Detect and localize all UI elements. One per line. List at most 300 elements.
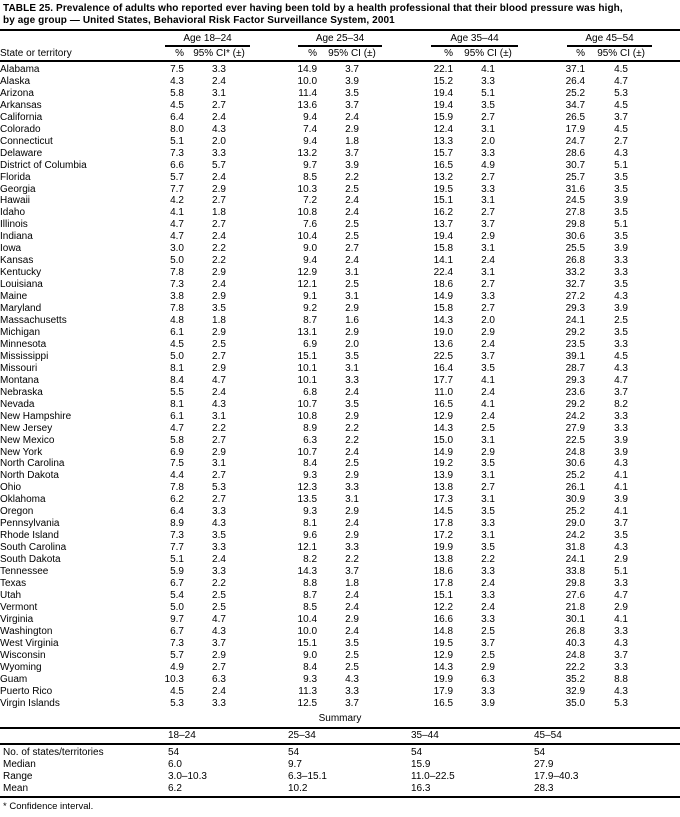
summary-label-cell: Range <box>3 770 33 782</box>
ci-cell: 3.9 <box>345 75 359 87</box>
summary-row <box>0 744 680 759</box>
ci-cell: 3.1 <box>481 470 495 482</box>
table-row <box>0 327 680 339</box>
pct-cell: 14.3 <box>297 566 318 578</box>
ci-cell: 2.5 <box>345 183 359 195</box>
ci-cell: 4.3 <box>345 673 359 685</box>
state-cell: Maryland <box>0 303 42 315</box>
ci-cell: 4.5 <box>614 350 628 362</box>
ci-cell: 2.7 <box>212 434 226 446</box>
pct-cell: 15.2 <box>433 75 454 87</box>
pct-cell: 14.9 <box>433 446 454 458</box>
ci-cell: 2.4 <box>212 279 226 291</box>
ci-cell: 3.5 <box>481 506 495 518</box>
state-cell: Virginia <box>0 613 34 625</box>
empty-cell <box>657 494 680 506</box>
pct-cell: 27.8 <box>565 207 586 219</box>
ci-cell: 2.9 <box>212 291 226 303</box>
ci-cell: 8.8 <box>614 673 628 685</box>
pct-cell: 19.9 <box>433 673 454 685</box>
ci-cell: 3.3 <box>481 518 495 530</box>
pct-cell: 7.3 <box>170 147 184 159</box>
pct-cell: 9.6 <box>303 530 318 542</box>
empty-cell <box>657 411 680 423</box>
ci-cell: 2.2 <box>212 422 226 434</box>
empty-cell <box>657 458 680 470</box>
pct-header-1: % <box>160 47 184 62</box>
ci-cell: 3.9 <box>614 446 628 458</box>
pct-cell: 10.1 <box>297 362 318 374</box>
pct-cell: 26.5 <box>565 111 586 123</box>
ci-cell: 3.5 <box>481 458 495 470</box>
state-cell: Georgia <box>0 183 36 195</box>
summary-value-cell: 27.9 <box>534 759 554 771</box>
ci-cell: 2.9 <box>345 303 359 315</box>
empty-cell <box>657 566 680 578</box>
ci-cell: 5.3 <box>212 482 226 494</box>
pct-cell: 12.9 <box>433 410 454 422</box>
pct-cell: 9.1 <box>303 291 318 303</box>
ci-cell: 4.1 <box>614 470 628 482</box>
pct-cell: 29.0 <box>565 518 586 530</box>
pct-cell: 7.3 <box>170 637 184 649</box>
pct-cell: 6.2 <box>170 494 184 506</box>
ci-cell: 4.3 <box>614 637 628 649</box>
empty-cell <box>657 255 680 267</box>
ci-cell: 4.9 <box>481 159 495 171</box>
ci-cell: 3.5 <box>345 398 359 410</box>
pct-cell: 8.1 <box>170 362 184 374</box>
pct-cell: 6.9 <box>170 446 184 458</box>
ci-cell: 2.5 <box>345 458 359 470</box>
pct-cell: 4.7 <box>170 231 184 243</box>
ci-cell: 2.5 <box>212 338 226 350</box>
ci-cell: 4.7 <box>212 374 226 386</box>
ci-cell: 4.3 <box>614 147 628 159</box>
ci-cell: 2.5 <box>614 315 628 327</box>
pct-cell: 24.8 <box>565 446 586 458</box>
ci-cell: 2.9 <box>212 649 226 661</box>
ci-cell: 2.4 <box>481 386 495 398</box>
empty-cell <box>657 291 680 303</box>
table-row <box>0 686 680 698</box>
pct-cell: 7.3 <box>170 279 184 291</box>
empty-cell <box>657 47 680 62</box>
empty-cell <box>657 470 680 482</box>
pct-cell: 14.9 <box>297 64 318 75</box>
empty-cell <box>657 172 680 184</box>
pct-cell: 6.1 <box>170 326 184 338</box>
age-group-header-18-24: Age 18–24 <box>160 30 254 47</box>
pct-cell: 3.0 <box>170 243 184 255</box>
pct-cell: 32.7 <box>565 279 586 291</box>
ci-cell: 2.2 <box>345 422 359 434</box>
ci-cell: 1.8 <box>345 577 359 589</box>
ci-cell: 2.4 <box>345 207 359 219</box>
table-row <box>0 602 680 614</box>
ci-cell: 4.7 <box>614 374 628 386</box>
state-cell: Oklahoma <box>0 494 46 506</box>
ci-cell: 3.3 <box>614 338 628 350</box>
pct-cell: 27.6 <box>565 589 586 601</box>
pct-cell: 4.2 <box>170 195 184 207</box>
ci-cell: 2.9 <box>481 661 495 673</box>
table-row <box>0 255 680 267</box>
pct-cell: 24.2 <box>565 410 586 422</box>
pct-cell: 15.9 <box>433 111 454 123</box>
empty-cell <box>657 124 680 136</box>
table-row <box>0 387 680 399</box>
table-row <box>0 148 680 160</box>
summary-value-cell: 11.0–22.5 <box>411 770 455 782</box>
ci-cell: 3.3 <box>481 589 495 601</box>
ci-cell: 2.4 <box>212 75 226 87</box>
ci-cell: 2.9 <box>614 554 628 566</box>
pct-cell: 6.7 <box>170 577 184 589</box>
state-cell: Maine <box>0 291 28 303</box>
ci-cell: 2.9 <box>212 267 226 279</box>
ci-cell: 3.5 <box>614 530 628 542</box>
pct-cell: 9.3 <box>303 470 318 482</box>
pct-cell: 15.7 <box>433 147 454 159</box>
pct-cell: 33.8 <box>565 566 586 578</box>
state-cell: Florida <box>0 171 31 183</box>
summary-body <box>0 744 680 797</box>
pct-cell: 16.4 <box>433 362 454 374</box>
ci-cell: 3.3 <box>481 291 495 303</box>
empty-cell <box>0 728 163 744</box>
empty-cell <box>657 602 680 614</box>
summary-value-cell: 10.2 <box>288 782 308 794</box>
ci-cell: 3.5 <box>614 231 628 243</box>
state-cell: Delaware <box>0 147 43 159</box>
pct-cell: 30.9 <box>565 494 586 506</box>
ci-cell: 2.5 <box>481 649 495 661</box>
pct-cell: 9.0 <box>303 243 318 255</box>
ci-cell: 5.1 <box>614 159 628 171</box>
ci-cell: 3.9 <box>345 159 359 171</box>
state-cell: California <box>0 111 43 123</box>
ci-cell: 2.4 <box>212 171 226 183</box>
pct-cell: 4.5 <box>170 99 184 111</box>
pct-cell: 24.8 <box>565 649 586 661</box>
ci-cell: 2.4 <box>481 577 495 589</box>
pct-cell: 24.2 <box>565 530 586 542</box>
pct-cell: 22.4 <box>433 267 454 279</box>
state-cell: Alabama <box>0 64 40 75</box>
ci-cell: 2.0 <box>481 315 495 327</box>
age-group-header-row <box>0 30 680 47</box>
pct-cell: 13.7 <box>433 219 454 231</box>
ci-cell: 2.7 <box>481 171 495 183</box>
ci-cell: 2.7 <box>212 661 226 673</box>
ci-cell: 3.3 <box>481 685 495 697</box>
ci-cell: 3.5 <box>481 362 495 374</box>
pct-cell: 28.7 <box>565 362 586 374</box>
pct-cell: 18.6 <box>433 279 454 291</box>
table-row <box>0 674 680 686</box>
ci-cell: 2.7 <box>212 195 226 207</box>
pct-cell: 9.0 <box>303 649 318 661</box>
pct-cell: 5.7 <box>170 649 184 661</box>
state-cell: Tennessee <box>0 566 49 578</box>
pct-cell: 16.6 <box>433 613 454 625</box>
summary-col-45-54: 45–54 <box>529 728 680 744</box>
pct-cell: 5.4 <box>170 589 184 601</box>
pct-cell: 13.2 <box>297 147 318 159</box>
ci-cell: 4.1 <box>481 64 495 75</box>
pct-cell: 16.5 <box>433 159 454 171</box>
summary-label-cell: Mean <box>3 782 29 794</box>
age-group-header-25-34: Age 25–34 <box>254 30 387 47</box>
empty-cell <box>657 662 680 674</box>
empty-cell <box>657 674 680 686</box>
table-row <box>0 207 680 219</box>
pct-cell: 6.4 <box>170 111 184 123</box>
empty-cell <box>657 219 680 231</box>
pct-cell: 34.7 <box>565 99 586 111</box>
pct-cell: 17.8 <box>433 518 454 530</box>
state-cell: Montana <box>0 374 39 386</box>
pct-header-2: % <box>254 47 317 62</box>
ci-cell: 2.4 <box>212 386 226 398</box>
pct-cell: 8.7 <box>303 315 318 327</box>
ci-cell: 3.5 <box>614 279 628 291</box>
empty-cell <box>657 530 680 542</box>
table-row <box>0 518 680 530</box>
empty-cell <box>657 351 680 363</box>
pct-cell: 5.3 <box>170 697 184 709</box>
ci-cell: 2.4 <box>345 625 359 637</box>
ci-cell: 3.9 <box>614 494 628 506</box>
summary-col-35-44: 35–44 <box>406 728 529 744</box>
pct-cell: 5.0 <box>170 601 184 613</box>
pct-cell: 11.0 <box>434 386 454 398</box>
table-row <box>0 303 680 315</box>
empty-cell <box>657 590 680 602</box>
pct-cell: 28.6 <box>565 147 586 159</box>
ci-cell: 2.9 <box>212 446 226 458</box>
ci-cell: 3.9 <box>614 303 628 315</box>
ci-cell: 3.1 <box>481 530 495 542</box>
ci-cell: 2.7 <box>481 482 495 494</box>
ci-header-2: 95% CI (±) <box>317 47 387 62</box>
table-row <box>0 61 680 76</box>
ci-cell: 3.3 <box>481 613 495 625</box>
table-row <box>0 88 680 100</box>
ci-cell: 3.5 <box>481 99 495 111</box>
pct-cell: 30.7 <box>565 159 586 171</box>
state-cell: Alaska <box>0 75 31 87</box>
ci-cell: 3.3 <box>345 685 359 697</box>
pct-cell: 26.8 <box>565 255 586 267</box>
pct-cell: 7.4 <box>303 123 318 135</box>
pct-cell: 29.2 <box>565 326 586 338</box>
pct-cell: 9.4 <box>303 135 318 147</box>
ci-cell: 4.7 <box>212 613 226 625</box>
pct-cell: 9.2 <box>303 303 318 315</box>
ci-cell: 2.4 <box>345 111 359 123</box>
ci-cell: 2.5 <box>481 422 495 434</box>
empty-cell <box>657 375 680 387</box>
table-row <box>0 411 680 423</box>
pct-cell: 13.2 <box>433 171 454 183</box>
ci-cell: 3.1 <box>481 434 495 446</box>
ci-cell: 2.4 <box>345 601 359 613</box>
ci-cell: 3.1 <box>345 291 359 303</box>
pct-cell: 4.5 <box>170 338 184 350</box>
pct-cell: 5.7 <box>170 171 184 183</box>
summary-value-cell: 15.9 <box>411 759 431 771</box>
summary-row <box>0 759 680 771</box>
pct-cell: 7.7 <box>170 542 184 554</box>
pct-cell: 4.8 <box>170 315 184 327</box>
pct-cell: 9.4 <box>303 111 318 123</box>
ci-cell: 2.9 <box>481 231 495 243</box>
ci-cell: 2.0 <box>345 338 359 350</box>
ci-cell: 5.3 <box>614 87 628 99</box>
table-row <box>0 494 680 506</box>
pct-cell: 10.1 <box>297 374 318 386</box>
state-cell: Guam <box>0 673 28 685</box>
summary-value-cell: 28.3 <box>534 782 554 794</box>
pct-cell: 10.7 <box>297 398 318 410</box>
table-row <box>0 578 680 590</box>
pct-cell: 14.9 <box>433 291 454 303</box>
state-cell: District of Columbia <box>0 159 87 171</box>
state-cell: Vermont <box>0 601 38 613</box>
state-cell: Minnesota <box>0 338 47 350</box>
state-cell: North Dakota <box>0 470 59 482</box>
pct-cell: 7.2 <box>303 195 318 207</box>
ci-cell: 2.9 <box>481 446 495 458</box>
pct-cell: 7.5 <box>170 458 184 470</box>
state-cell: New Hampshire <box>0 410 72 422</box>
pct-cell: 15.1 <box>297 350 318 362</box>
pct-cell: 7.5 <box>170 64 184 75</box>
ci-cell: 2.4 <box>345 386 359 398</box>
ci-cell: 2.2 <box>212 243 226 255</box>
table-row <box>0 315 680 327</box>
ci-cell: 2.4 <box>481 410 495 422</box>
summary-header-row <box>0 728 680 744</box>
pct-cell: 12.1 <box>297 542 318 554</box>
ci-cell: 2.5 <box>345 649 359 661</box>
table-row <box>0 435 680 447</box>
prevalence-table <box>0 29 680 709</box>
pct-header-3: % <box>387 47 453 62</box>
table-row <box>0 470 680 482</box>
table-row <box>0 231 680 243</box>
ci-cell: 2.7 <box>481 207 495 219</box>
ci-cell: 2.4 <box>345 446 359 458</box>
ci-cell: 2.2 <box>481 554 495 566</box>
pct-cell: 14.3 <box>433 661 454 673</box>
pct-cell: 15.0 <box>433 434 454 446</box>
ci-cell: 3.7 <box>481 637 495 649</box>
pct-cell: 30.6 <box>565 458 586 470</box>
pct-cell: 10.3 <box>164 673 184 685</box>
pct-cell: 19.4 <box>433 87 454 99</box>
ci-cell: 5.3 <box>614 697 628 709</box>
ci-cell: 2.9 <box>345 326 359 338</box>
ci-cell: 3.3 <box>212 566 226 578</box>
ci-cell: 3.1 <box>345 267 359 279</box>
ci-cell: 3.1 <box>212 410 226 422</box>
pct-cell: 31.8 <box>565 542 586 554</box>
pct-cell: 19.5 <box>433 637 454 649</box>
ci-cell: 2.4 <box>345 195 359 207</box>
empty-cell <box>657 243 680 255</box>
ci-cell: 2.5 <box>345 279 359 291</box>
ci-cell: 3.7 <box>345 566 359 578</box>
pct-cell: 12.4 <box>433 123 454 135</box>
pct-cell: 13.6 <box>297 99 318 111</box>
table-row <box>0 482 680 494</box>
pct-cell: 15.8 <box>433 243 454 255</box>
pct-cell: 7.8 <box>170 267 184 279</box>
pct-cell: 4.5 <box>170 685 184 697</box>
table-row <box>0 375 680 387</box>
pct-cell: 14.8 <box>433 625 454 637</box>
state-cell: New York <box>0 446 43 458</box>
state-cell: Kentucky <box>0 267 42 279</box>
ci-cell: 4.1 <box>481 398 495 410</box>
ci-cell: 6.3 <box>481 673 495 685</box>
table-row <box>0 267 680 279</box>
empty-cell <box>657 100 680 112</box>
table-row <box>0 506 680 518</box>
summary-value-cell: 17.9–40.3 <box>534 770 579 782</box>
state-cell: Colorado <box>0 123 41 135</box>
ci-cell: 3.5 <box>614 207 628 219</box>
ci-cell: 4.3 <box>614 685 628 697</box>
ci-cell: 3.7 <box>481 350 495 362</box>
ci-cell: 3.7 <box>345 697 359 709</box>
ci-cell: 2.9 <box>212 183 226 195</box>
state-cell: Iowa <box>0 243 22 255</box>
ci-cell: 3.3 <box>614 422 628 434</box>
summary-table <box>0 727 680 798</box>
ci-cell: 2.2 <box>345 171 359 183</box>
pct-cell: 30.6 <box>565 231 586 243</box>
ci-cell: 3.3 <box>614 661 628 673</box>
state-cell: Louisiana <box>0 279 43 291</box>
empty-cell <box>657 88 680 100</box>
pct-cell: 12.5 <box>297 697 318 709</box>
ci-cell: 2.7 <box>212 99 226 111</box>
pct-cell: 24.1 <box>565 315 586 327</box>
pct-cell: 10.8 <box>297 410 318 422</box>
ci-cell: 6.3 <box>212 673 226 685</box>
state-cell: Kansas <box>0 255 34 267</box>
ci-cell: 3.3 <box>481 183 495 195</box>
empty-cell <box>657 30 680 47</box>
table-row <box>0 243 680 255</box>
state-cell: West Virginia <box>0 637 59 649</box>
ci-header-1: 95% CI* (±) <box>184 47 254 62</box>
table-row <box>0 172 680 184</box>
state-cell: Indiana <box>0 231 33 243</box>
ci-cell: 4.3 <box>614 458 628 470</box>
pct-cell: 5.5 <box>170 386 184 398</box>
ci-cell: 3.7 <box>614 518 628 530</box>
state-cell: Pennsylvania <box>0 518 60 530</box>
pct-cell: 7.8 <box>170 482 184 494</box>
pct-cell: 15.1 <box>433 589 454 601</box>
state-cell: South Dakota <box>0 554 61 566</box>
ci-cell: 3.5 <box>614 326 628 338</box>
